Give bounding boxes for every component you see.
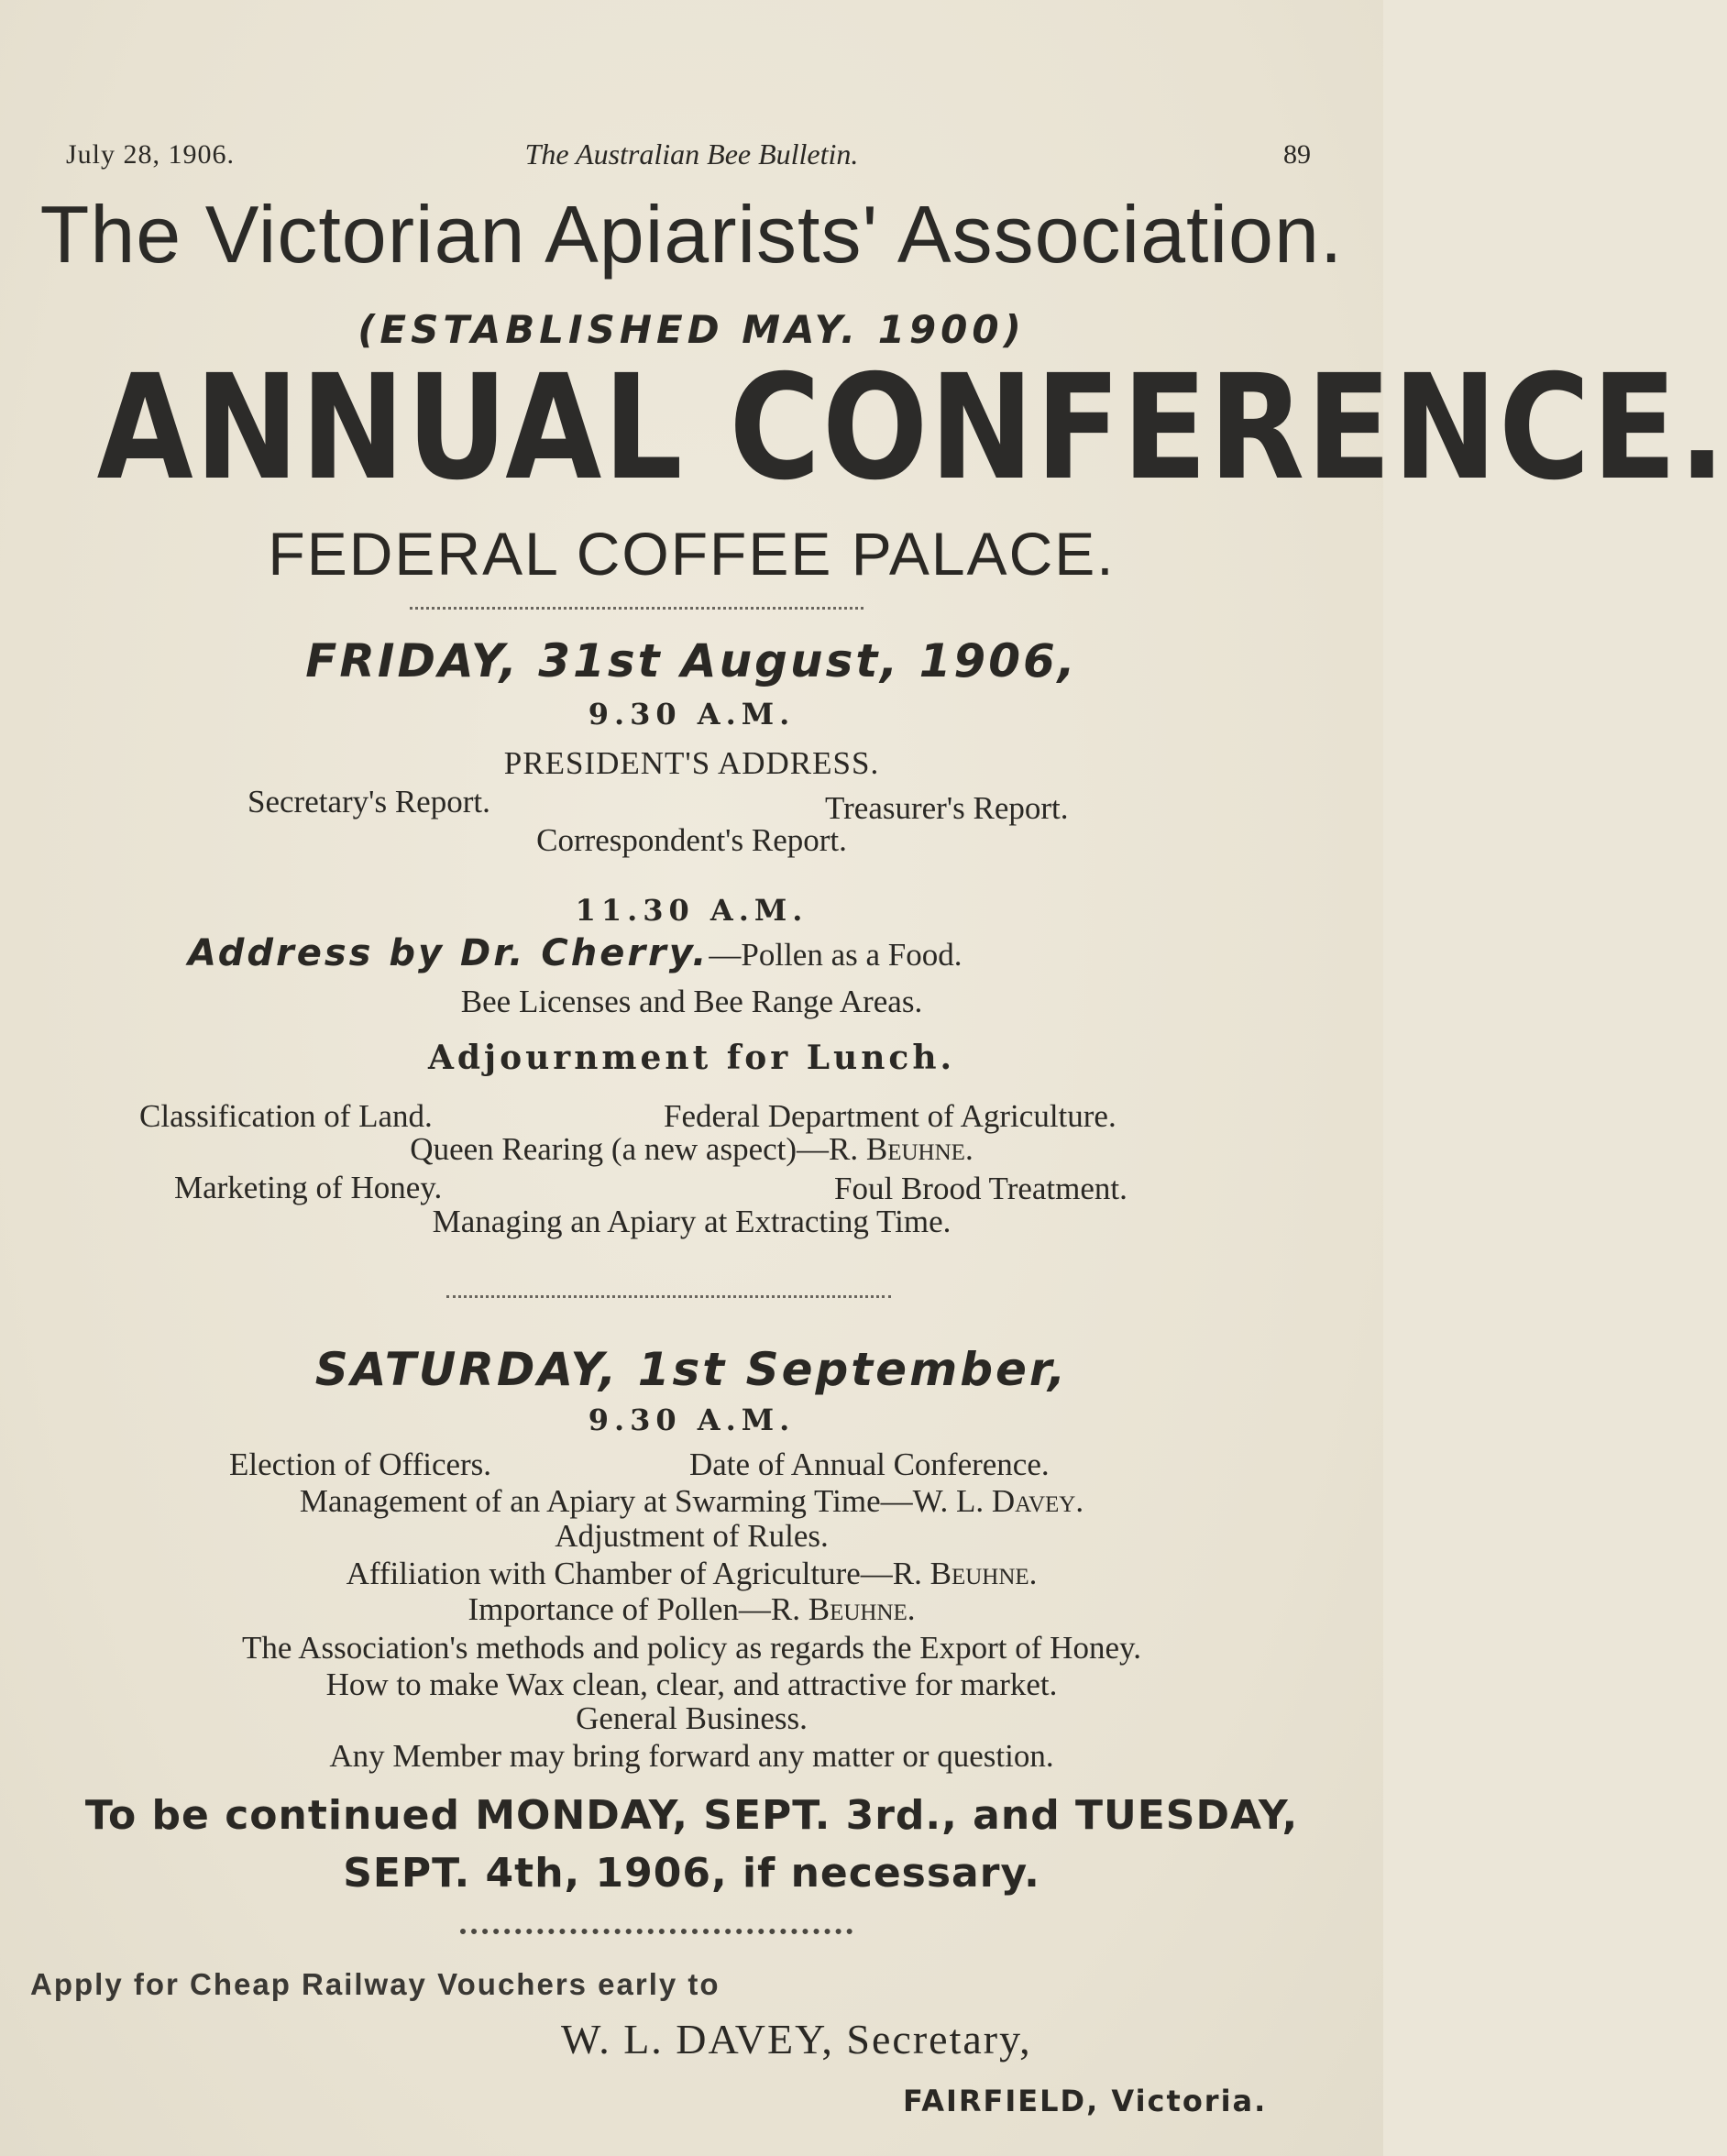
bee-licenses: Bee Licenses and Bee Range Areas. bbox=[460, 984, 923, 1019]
presidents-address: PRESIDENT'S ADDRESS. bbox=[503, 745, 880, 781]
friday-time-1130: 11.30 A.M. bbox=[575, 893, 808, 928]
pollen-speaker: R. Beuhne. bbox=[770, 1591, 916, 1627]
federal-department: Federal Department of Agriculture. bbox=[664, 1098, 1116, 1134]
general-business: General Business. bbox=[576, 1700, 808, 1736]
swarming-speaker: W. L. Davey. bbox=[912, 1483, 1084, 1519]
affiliation-speaker: R. Beuhne. bbox=[892, 1556, 1038, 1591]
swarming-time: Management of an Apiary at Swarming Time— bbox=[299, 1483, 913, 1519]
secretary-address: FAIRFIELD, Victoria. bbox=[903, 2084, 1268, 2118]
association-title: The Victorian Apiarists' Association. bbox=[39, 189, 1344, 280]
header-page-number: 89 bbox=[1283, 139, 1311, 170]
header-publication: The Australian Bee Bulletin. bbox=[524, 138, 859, 170]
ornamental-rule bbox=[460, 1929, 852, 1934]
adjustment-of-rules: Adjustment of Rules. bbox=[555, 1518, 829, 1554]
importance-of-pollen: Importance of Pollen— bbox=[468, 1591, 771, 1627]
friday-time-930: 9.30 A.M. bbox=[588, 697, 796, 732]
affiliation-line bbox=[0, 1556, 1383, 1592]
venue-line: FEDERAL COFFEE PALACE. bbox=[268, 520, 1116, 588]
any-member-line: Any Member may bring forward any matter or question. bbox=[329, 1738, 1054, 1774]
classification-of-land: Classification of Land. bbox=[139, 1098, 433, 1134]
saturday-heading: SATURDAY, 1st September, bbox=[314, 1343, 1069, 1396]
date-of-conference: Date of Annual Conference. bbox=[689, 1446, 1050, 1482]
continued-line-2: SEPT. 4th, 1906, if necessary. bbox=[343, 1850, 1040, 1897]
managing-apiary: Managing an Apiary at Extracting Time. bbox=[432, 1204, 952, 1239]
established-line: (ESTABLISHED MAY. 1900) bbox=[358, 307, 1026, 352]
secretary-signature: W. L. DAVEY, Secretary, bbox=[561, 2016, 1032, 2062]
queen-rearing-speaker: R. Beuhne. bbox=[829, 1131, 974, 1167]
divider-rule bbox=[446, 1295, 891, 1298]
foul-brood-treatment: Foul Brood Treatment. bbox=[834, 1171, 1128, 1206]
divider-rule bbox=[410, 607, 864, 610]
secretary-report: Secretary's Report. bbox=[248, 784, 490, 820]
annual-conference-heading: ANNUAL CONFERENCE. bbox=[96, 344, 1727, 512]
cherry-line bbox=[188, 932, 962, 974]
cherry-topic: —Pollen as a Food. bbox=[709, 937, 962, 973]
export-of-honey: The Association's methods and policy as regards the Export of Honey. bbox=[242, 1630, 1141, 1666]
election-of-officers: Election of Officers. bbox=[229, 1446, 492, 1482]
continued-line-1: To be continued MONDAY, SEPT. 3rd., and TUESDAY, bbox=[84, 1792, 1299, 1839]
adjournment-lunch: Adjournment for Lunch. bbox=[427, 1039, 956, 1077]
correspondent-report: Correspondent's Report. bbox=[536, 822, 847, 858]
swarming-line bbox=[0, 1483, 1383, 1520]
wax-line: How to make Wax clean, clear, and attractive for market. bbox=[325, 1666, 1058, 1702]
header-date: July 28, 1906. bbox=[66, 139, 236, 170]
treasurer-report: Treasurer's Report. bbox=[825, 790, 1069, 826]
apply-vouchers: Apply for Cheap Railway Vouchers early to bbox=[30, 1967, 720, 2001]
queen-rearing: Queen Rearing (a new aspect)— bbox=[410, 1131, 830, 1167]
friday-heading: FRIDAY, 31st August, 1906, bbox=[305, 634, 1078, 688]
affiliation: Affiliation with Chamber of Agriculture— bbox=[346, 1556, 893, 1591]
cherry-address: Address by Dr. Cherry. bbox=[188, 932, 710, 974]
queen-rearing-line bbox=[0, 1131, 1383, 1168]
marketing-of-honey: Marketing of Honey. bbox=[174, 1170, 443, 1205]
pollen-line bbox=[0, 1591, 1383, 1628]
saturday-time-930: 9.30 A.M. bbox=[588, 1402, 796, 1437]
